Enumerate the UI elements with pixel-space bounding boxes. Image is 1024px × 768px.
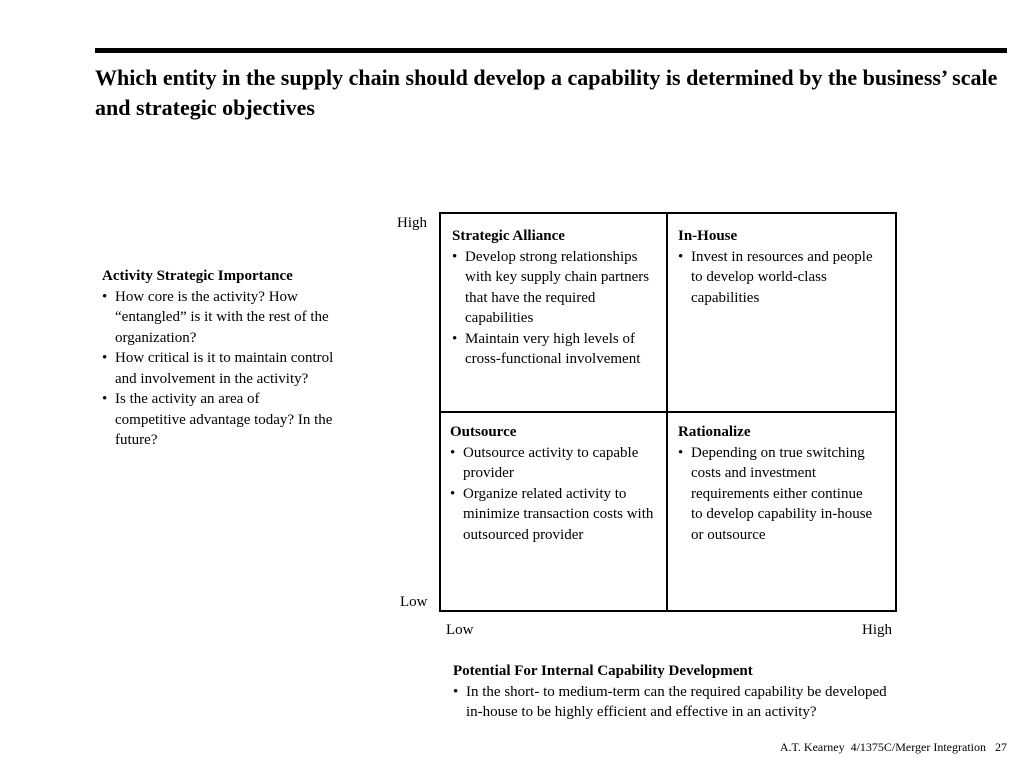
x-axis-high-label: High (862, 622, 892, 638)
quadrant-strategic-alliance (452, 226, 652, 370)
top-rule (95, 48, 1007, 53)
capability-development-block (453, 661, 893, 723)
bullet-item: • Depending on true switching costs and investment requirements either continue to develop capability in-house or outsource (678, 443, 878, 546)
bullet-item: • Maintain very high levels of cross-functional involvement (452, 329, 652, 370)
quadrant-title: Outsource (450, 424, 517, 440)
capability-development-heading: Potential For Internal Capability Development (453, 663, 753, 679)
capability-matrix (439, 212, 897, 612)
quadrant-title: Rationalize (678, 424, 751, 440)
capability-development-list (453, 682, 893, 723)
bullet-item: • Organize related activity to minimize transaction costs with outsourced provider (450, 484, 655, 546)
bullet-item: • Invest in resources and people to develop world-class capabilities (678, 247, 878, 309)
quadrant-outsource (450, 422, 655, 545)
x-axis-low-label: Low (446, 622, 474, 638)
bullet-item: • Develop strong relationships with key supply chain partners that have the required capabilities (452, 247, 652, 329)
matrix-horizontal-divider (441, 411, 895, 413)
slide-footer: A.T. Kearney 4/1375C/Merger Integration 27 (779, 740, 1007, 754)
bullet-item: • Is the activity an area of competitive advantage today? In the future? (102, 389, 334, 451)
y-axis-low-label: Low (400, 594, 428, 610)
quadrant-list (678, 247, 878, 309)
bullet-item: • Outsource activity to capable provider (450, 443, 655, 484)
slide-title: Which entity in the supply chain should develop a capability is determined by the business’ scale and strategic objectives (95, 65, 998, 120)
quadrant-list (450, 443, 655, 546)
bullet-item: • How critical is it to maintain control and involvement in the activity? (102, 348, 334, 389)
activity-importance-heading: Activity Strategic Importance (102, 268, 293, 284)
quadrant-rationalize (678, 422, 878, 545)
quadrant-list (678, 443, 878, 546)
quadrant-list (452, 247, 652, 370)
activity-importance-list (102, 287, 334, 451)
y-axis-high-label: High (397, 215, 427, 231)
bullet-item: • How core is the activity? How “entangled” is it with the rest of the organization? (102, 287, 334, 349)
quadrant-title: Strategic Alliance (452, 228, 565, 244)
quadrant-in-house (678, 226, 878, 308)
quadrant-title: In-House (678, 228, 738, 244)
activity-importance-block (102, 266, 334, 451)
bullet-item: • In the short- to medium-term can the required capability be developed in-house to be highly efficient and effective in an activity? (453, 682, 893, 723)
